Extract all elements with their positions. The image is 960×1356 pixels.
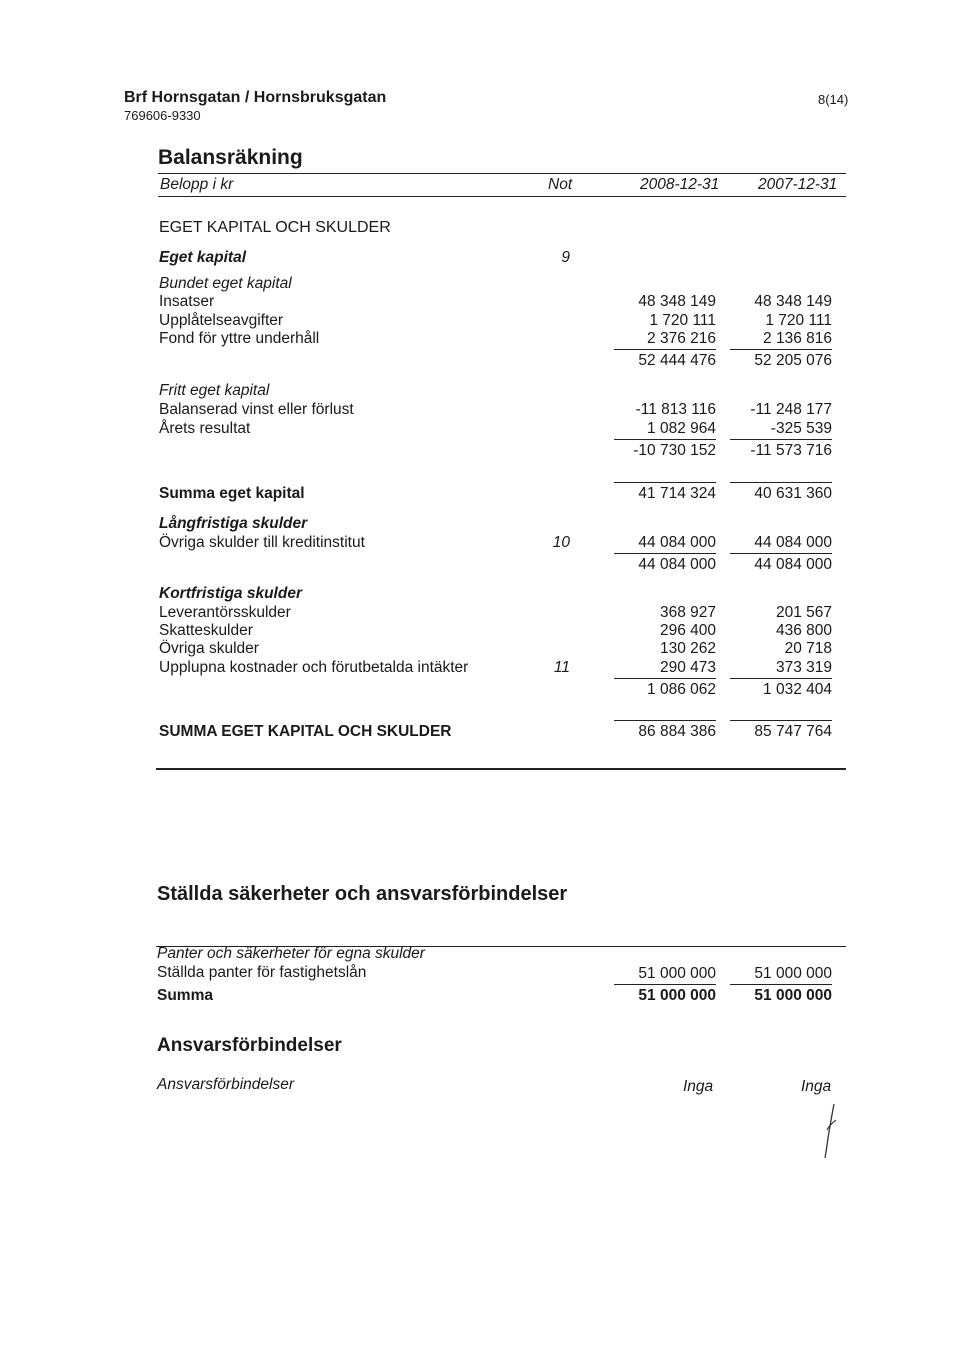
signature-initial-mark [814,1100,844,1160]
row-value-2008: 130 262 [659,640,716,657]
row-label: Leverantörsskulder [159,604,291,621]
sum-rule [614,439,716,440]
subtotal-2007: 44 084 000 [754,556,832,573]
row-note: 11 [553,659,570,676]
subtotal-2008: 44 084 000 [638,556,716,573]
equity-note: 9 [561,249,570,266]
sum-rule [730,553,832,554]
sum-rule [730,984,832,985]
title-rule-bottom [158,196,846,197]
subtotal-2007: -11 573 716 [750,442,832,459]
row-value-2007: Inga [801,1078,832,1095]
contingent-title: Ansvarsförbindelser [157,1035,342,1056]
sum-rule [730,349,832,350]
pledged-sum-2007: 51 000 000 [754,987,832,1004]
total-2008: 41 714 324 [638,485,716,502]
page-title: Balansräkning [158,146,303,169]
row-value-2007: 48 348 149 [754,293,832,310]
sum-rule [730,439,832,440]
equity-total-label: Summa eget kapital [159,485,305,502]
row-value-2008: 290 473 [659,659,716,676]
section-divider [156,768,846,770]
sum-rule [614,553,716,554]
subtotal-2008: 52 444 476 [638,352,716,369]
row-value-2007: 2 136 816 [763,330,832,347]
row-value-2008: 1 720 111 [649,312,716,329]
row-label: Ställda panter för fastighetslån [157,964,367,981]
org-name: Brf Hornsgatan / Hornsbruksgatan [124,89,387,106]
row-value-2008: 48 348 149 [638,293,716,310]
row-value-2007: 436 800 [775,622,832,639]
row-value-2007: 373 319 [775,659,832,676]
row-label: Årets resultat [159,420,251,437]
row-label: Ansvarsförbindelser [157,1076,294,1093]
shortterm-title: Kortfristiga skulder [159,585,302,602]
pledged-sum-label: Summa [157,987,213,1004]
subtotal-2007: 1 032 404 [763,681,832,698]
pledged-subtitle: Panter och säkerheter för egna skulder [157,945,425,962]
section-title: EGET KAPITAL OCH SKULDER [159,219,391,236]
row-value-2007: 201 567 [775,604,832,621]
pledged-sum-2008: 51 000 000 [638,987,716,1004]
row-label: Övriga skulder till kreditinstitut [159,534,365,551]
sum-rule [730,720,832,721]
row-label: Balanserad vinst eller förlust [159,401,354,418]
sum-rule [614,482,716,483]
row-value-2007: 44 084 000 [754,534,832,551]
row-value-2007: 51 000 000 [754,965,832,982]
row-value-2007: 1 720 111 [765,312,832,329]
row-value-2008: -11 813 116 [635,401,716,418]
row-label: Skatteskulder [159,622,253,639]
row-value-2008: 51 000 000 [638,965,716,982]
column-label-note: Not [548,176,573,193]
grand-total-2008: 86 884 386 [638,723,716,740]
sum-rule [730,678,832,679]
column-label-amount: Belopp i kr [160,176,234,193]
row-value-2007: -325 539 [770,420,832,437]
grand-total-2007: 85 747 764 [754,723,832,740]
pledged-title: Ställda säkerheter och ansvarsförbindelser [157,883,568,905]
row-label: Upplåtelseavgifter [159,312,284,329]
sum-rule [730,482,832,483]
row-label: Fond för yttre underhåll [159,330,320,347]
restricted-equity-title: Bundet eget kapital [159,275,292,292]
sum-rule [614,720,716,721]
row-label: Insatser [159,293,215,310]
subtotal-2007: 52 205 076 [754,352,832,369]
org-number: 769606-9330 [124,108,201,123]
row-note: 10 [552,534,570,551]
row-value-2008: 368 927 [659,604,716,621]
row-value-2008: 44 084 000 [638,534,716,551]
row-label: Upplupna kostnader och förutbetalda intäkter [159,659,469,676]
equity-title: Eget kapital [159,249,246,266]
longterm-title: Långfristiga skulder [159,515,308,532]
page-number: 8(14) [818,92,849,107]
column-label-year1: 2008-12-31 [640,176,720,193]
row-value-2008: 296 400 [659,622,716,639]
row-value-2008: 2 376 216 [647,330,716,347]
grand-total-label: SUMMA EGET KAPITAL OCH SKULDER [159,723,452,740]
row-value-2008: 1 082 964 [647,420,716,437]
row-value-2007: 20 718 [784,640,832,657]
subtotal-2008: -10 730 152 [633,442,716,459]
column-label-year2: 2007-12-31 [758,176,838,193]
sum-rule [614,984,716,985]
free-equity-title: Fritt eget kapital [159,382,270,399]
total-2007: 40 631 360 [754,485,832,502]
subtotal-2008: 1 086 062 [647,681,716,698]
row-value-2007: -11 248 177 [750,401,832,418]
sum-rule [614,349,716,350]
row-label: Övriga skulder [159,640,259,657]
row-value-2008: Inga [683,1078,714,1095]
sum-rule [614,678,716,679]
title-rule-top [158,173,846,174]
